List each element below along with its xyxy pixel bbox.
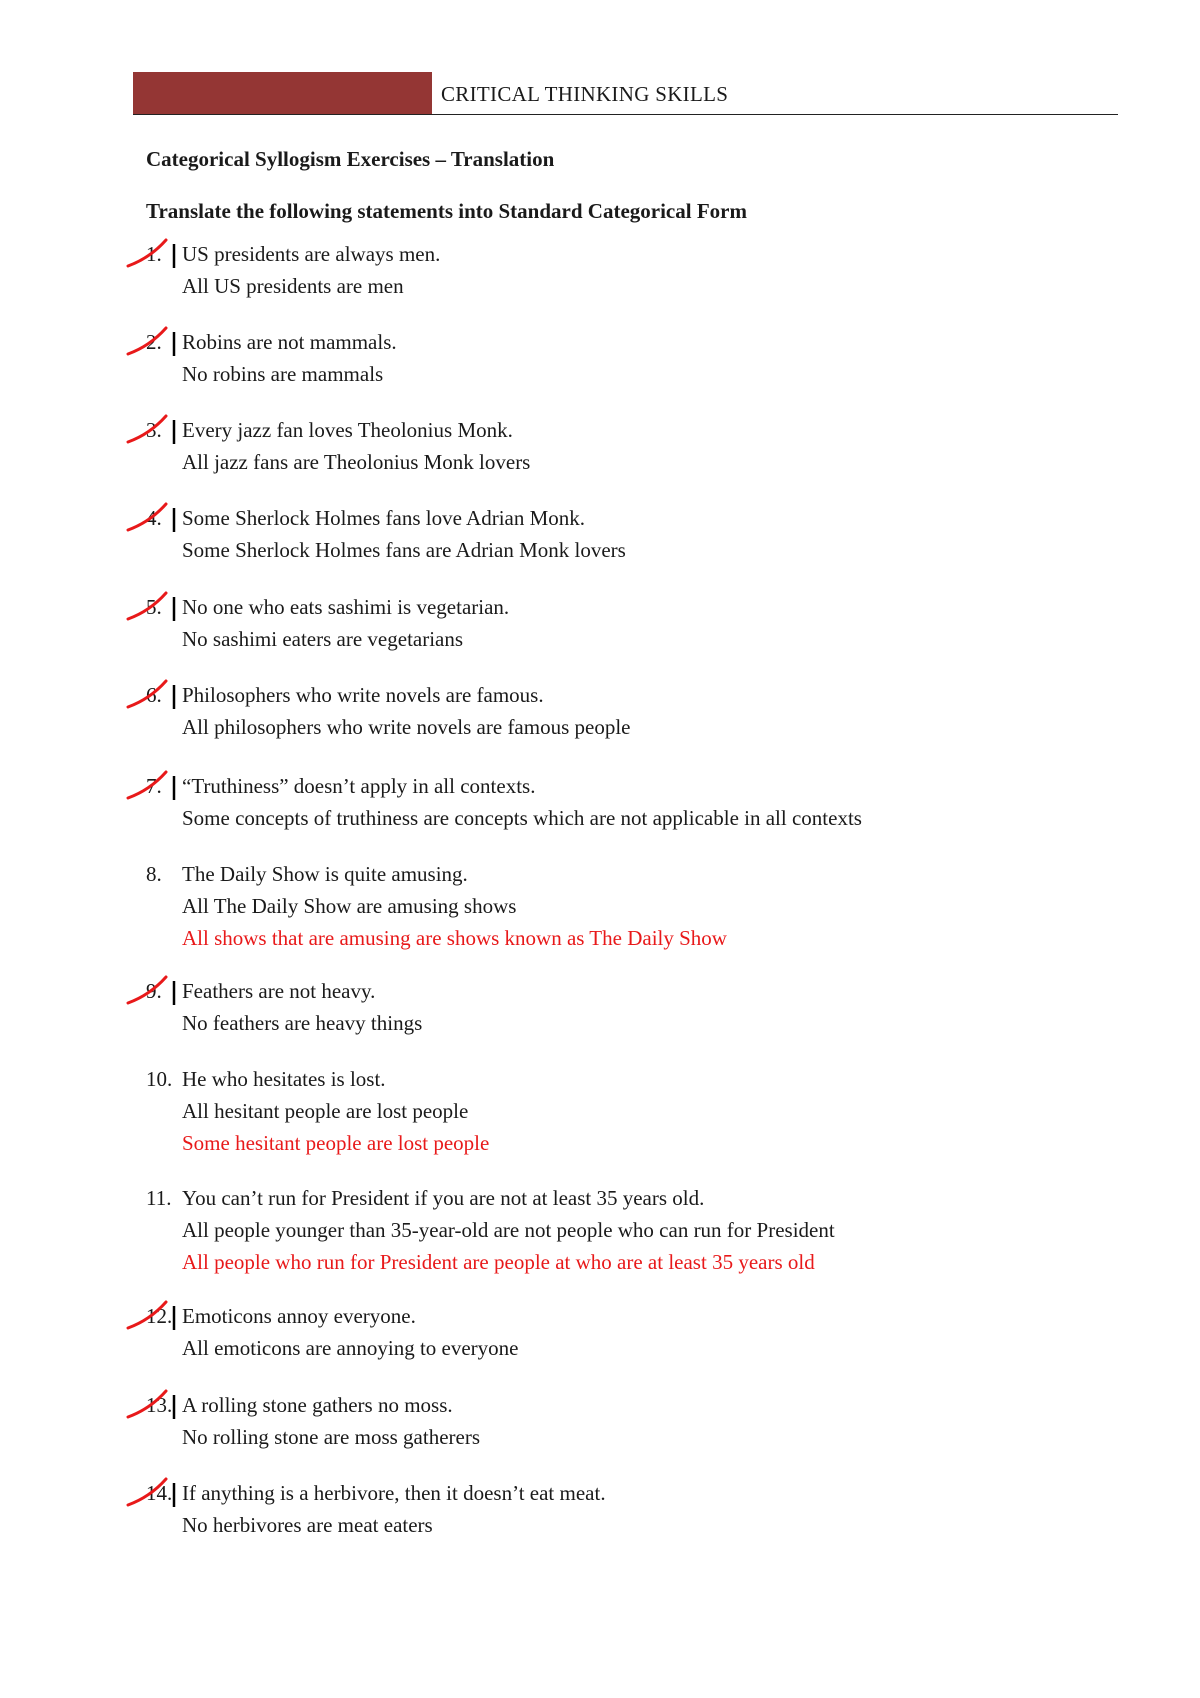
- item-answer: All US presidents are men: [182, 274, 404, 298]
- item-answer: No robins are mammals: [182, 362, 384, 386]
- item-statement: US presidents are always men.: [182, 242, 441, 266]
- item-answer: No feathers are heavy things: [182, 1011, 423, 1035]
- item-answer: Some Sherlock Holmes fans are Adrian Monk lovers: [182, 538, 626, 562]
- item-statement: No one who eats sashimi is vegetarian.: [182, 595, 510, 619]
- document-instructions: Translate the following statements into Standard Categorical Form: [146, 199, 747, 223]
- item-number: 14.: [146, 1481, 173, 1505]
- item-statement: Philosophers who write novels are famous.: [182, 683, 544, 707]
- item-correction: All shows that are amusing are shows known as The Daily Show: [182, 926, 727, 950]
- item-statement: Feathers are not heavy.: [182, 979, 376, 1003]
- item-answer: No herbivores are meat eaters: [182, 1513, 433, 1537]
- item-number: 13.: [146, 1393, 173, 1417]
- item-number: 5.: [146, 595, 162, 619]
- item-answer: Some concepts of truthiness are concepts which are not applicable in all contexts: [182, 806, 862, 830]
- document-title: Categorical Syllogism Exercises – Translation: [146, 147, 555, 171]
- item-statement: You can’t run for President if you are not at least 35 years old.: [182, 1186, 705, 1210]
- item-number: 3.: [146, 418, 162, 442]
- item-statement: “Truthiness” doesn’t apply in all contexts.: [182, 774, 536, 798]
- item-number: 6.: [146, 683, 162, 707]
- item-number: 2.: [146, 330, 162, 354]
- item-statement: Every jazz fan loves Theolonius Monk.: [182, 418, 513, 442]
- item-answer: All The Daily Show are amusing shows: [182, 894, 517, 918]
- item-statement: Some Sherlock Holmes fans love Adrian Monk.: [182, 506, 586, 530]
- item-statement: He who hesitates is lost.: [182, 1067, 386, 1091]
- item-number: 7.: [146, 774, 162, 798]
- item-number: 8.: [146, 862, 162, 886]
- item-answer: All jazz fans are Theolonius Monk lovers: [182, 450, 531, 474]
- item-number: 11.: [146, 1186, 172, 1210]
- item-answer: All emoticons are annoying to everyone: [182, 1336, 519, 1360]
- item-statement: Robins are not mammals.: [182, 330, 397, 354]
- item-number: 10.: [146, 1067, 173, 1091]
- item-statement: Emoticons annoy everyone.: [182, 1304, 416, 1328]
- item-correction: All people who run for President are people at who are at least 35 years old: [182, 1250, 815, 1274]
- item-number: 1.: [146, 242, 162, 266]
- item-statement: A rolling stone gathers no moss.: [182, 1393, 453, 1417]
- item-answer: No sashimi eaters are vegetarians: [182, 627, 464, 651]
- item-statement: If anything is a herbivore, then it doesn’t eat meat.: [182, 1481, 606, 1505]
- item-answer: All philosophers who write novels are famous people: [182, 715, 631, 739]
- header-title: CRITICAL THINKING SKILLS: [441, 82, 729, 106]
- item-number: 9.: [146, 979, 162, 1003]
- item-answer: All people younger than 35-year-old are not people who can run for President: [182, 1218, 835, 1242]
- item-correction: Some hesitant people are lost people: [182, 1131, 490, 1155]
- item-answer: No rolling stone are moss gatherers: [182, 1425, 481, 1449]
- item-number: 4.: [146, 506, 162, 530]
- item-statement: The Daily Show is quite amusing.: [182, 862, 468, 886]
- item-number: 12.: [146, 1304, 173, 1328]
- item-answer: All hesitant people are lost people: [182, 1099, 469, 1123]
